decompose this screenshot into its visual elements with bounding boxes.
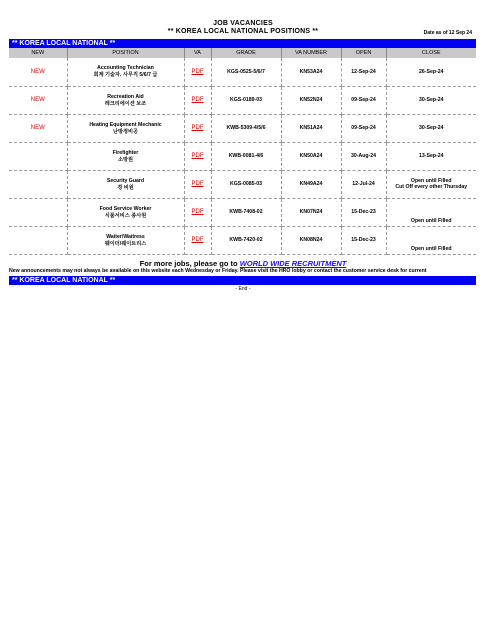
new-badge: NEW xyxy=(9,86,67,114)
section-header-bottom: ** KOREA LOCAL NATIONAL ** xyxy=(9,276,476,285)
pdf-link[interactable]: PDF xyxy=(191,181,204,187)
va-number-cell: KN52N24 xyxy=(281,86,341,114)
grade-cell: KWB-7420-02 xyxy=(211,226,281,254)
open-date-cell: 30-Aug-24 xyxy=(341,142,386,170)
close-cell xyxy=(386,58,476,86)
position-cell xyxy=(67,226,184,254)
new-badge xyxy=(9,198,67,226)
new-badge: NEW xyxy=(9,114,67,142)
va-number-cell: KN51A24 xyxy=(281,114,341,142)
open-date-cell: 15-Dec-23 xyxy=(341,198,386,226)
table-header-row xyxy=(9,48,476,58)
table-row xyxy=(9,114,476,142)
va-cell xyxy=(184,114,211,142)
open-date-cell: 12-Jul-24 xyxy=(341,170,386,198)
end-marker: - End - xyxy=(235,286,251,292)
table-row xyxy=(9,86,476,114)
va-cell xyxy=(184,226,211,254)
column-header-close: CLOSE xyxy=(386,48,476,58)
position-cell xyxy=(67,170,184,198)
open-date-cell: 12-Sep-24 xyxy=(341,58,386,86)
close-cell xyxy=(386,142,476,170)
more-jobs-line xyxy=(0,259,486,268)
va-number-cell: KN49A24 xyxy=(281,170,341,198)
column-header-position: POSITION xyxy=(67,48,184,58)
close-primary: 13-Sep-24 xyxy=(418,153,444,159)
position-korean: 회계 기술자, 사무직 5/6/7 급 xyxy=(93,72,158,79)
close-primary: 26-Sep-24 xyxy=(418,68,444,75)
table-row xyxy=(9,226,476,254)
position-korean: 식품서비스 종사원 xyxy=(104,212,147,219)
va-number-cell: KN07N24 xyxy=(281,198,341,226)
close-primary: 30-Sep-24 xyxy=(418,125,444,131)
close-primary: Open until Filled xyxy=(410,245,452,252)
position-korean: 웨이터/웨이트리스 xyxy=(104,240,147,247)
position-english: Recreation Aid xyxy=(107,93,144,100)
grade-cell: KGS-0189-03 xyxy=(211,86,281,114)
close-primary: Open until Filled xyxy=(410,217,452,224)
grade-cell: KWB-0081-4/6 xyxy=(211,142,281,170)
close-primary: 30-Sep-24 xyxy=(418,97,444,103)
new-badge xyxy=(9,142,67,170)
position-english: Firefighter xyxy=(112,149,139,156)
va-cell xyxy=(184,58,211,86)
close-cell xyxy=(386,198,476,226)
position-cell xyxy=(67,58,184,86)
close-secondary: Cut Off every other Thursday xyxy=(395,184,468,190)
va-number-cell: KN08N24 xyxy=(281,226,341,254)
position-korean: 경 비원 xyxy=(117,184,134,191)
pdf-link[interactable]: PDF xyxy=(191,209,204,215)
table-row xyxy=(9,142,476,170)
position-korean: 레크리에이션 보조 xyxy=(104,100,147,107)
pdf-link[interactable]: PDF xyxy=(191,97,204,103)
column-header-grade: GRADE xyxy=(211,48,281,58)
grade-cell: KGS-0085-03 xyxy=(211,170,281,198)
table-row xyxy=(9,170,476,198)
section-header-top: ** KOREA LOCAL NATIONAL ** xyxy=(9,39,476,48)
position-english: Food Service Worker xyxy=(99,205,152,212)
table-row xyxy=(9,58,476,86)
world-wide-recruitment-link[interactable]: WORLD WIDE RECRUITMENT xyxy=(239,259,347,268)
position-cell xyxy=(67,114,184,142)
new-badge xyxy=(9,170,67,198)
position-english: Accounting Technician xyxy=(97,65,154,72)
position-korean: 소방원 xyxy=(117,156,134,163)
grade-cell: KGS-0525-5/6/7 xyxy=(211,58,281,86)
open-date-cell: 09-Sep-24 xyxy=(341,114,386,142)
announcement-note: New announcements may not always be available on this website each Wednesday or Friday. Please visit the HRO lobby or contact the customer service desk for current xyxy=(9,268,427,274)
position-english: Heating Equipment Mechanic xyxy=(89,121,162,128)
va-cell xyxy=(184,198,211,226)
column-header-va-number: VA NUMBER xyxy=(281,48,341,58)
page-title: JOB VACANCIES xyxy=(213,20,273,27)
position-english: Waiter/Waitress xyxy=(106,233,145,240)
open-date-cell: 09-Sep-24 xyxy=(341,86,386,114)
more-jobs-text: For more jobs, please go to xyxy=(139,259,238,268)
date-as-of: Date as of 12 Sep 24 xyxy=(423,30,472,36)
close-primary: Open until Filled xyxy=(410,178,452,184)
va-number-cell: KN50A24 xyxy=(281,142,341,170)
close-cell xyxy=(386,170,476,198)
position-cell xyxy=(67,142,184,170)
va-cell xyxy=(184,86,211,114)
close-cell xyxy=(386,226,476,254)
column-header-open: OPEN xyxy=(341,48,386,58)
pdf-link[interactable]: PDF xyxy=(191,237,204,243)
new-badge: NEW xyxy=(9,58,67,86)
grade-cell: KWB-5309-4/5/6 xyxy=(211,114,281,142)
table-row xyxy=(9,198,476,226)
position-cell xyxy=(67,198,184,226)
close-cell xyxy=(386,114,476,142)
position-cell xyxy=(67,86,184,114)
column-header-va: VA xyxy=(184,48,211,58)
page-subtitle: ** KOREA LOCAL NATIONAL POSITIONS ** xyxy=(167,28,319,35)
grade-cell: KWB-7408-02 xyxy=(211,198,281,226)
pdf-link[interactable]: PDF xyxy=(191,68,204,75)
close-cell xyxy=(386,86,476,114)
position-korean: 난방정비공 xyxy=(112,128,139,135)
position-english: Security Guard xyxy=(106,177,145,184)
vacancies-table xyxy=(9,48,476,255)
open-date-cell: 15-Dec-23 xyxy=(341,226,386,254)
pdf-link[interactable]: PDF xyxy=(191,153,204,159)
va-cell xyxy=(184,170,211,198)
pdf-link[interactable]: PDF xyxy=(191,125,204,131)
va-cell xyxy=(184,142,211,170)
new-badge xyxy=(9,226,67,254)
column-header-new: NEW xyxy=(9,48,67,58)
va-number-cell: KN53A24 xyxy=(281,58,341,86)
